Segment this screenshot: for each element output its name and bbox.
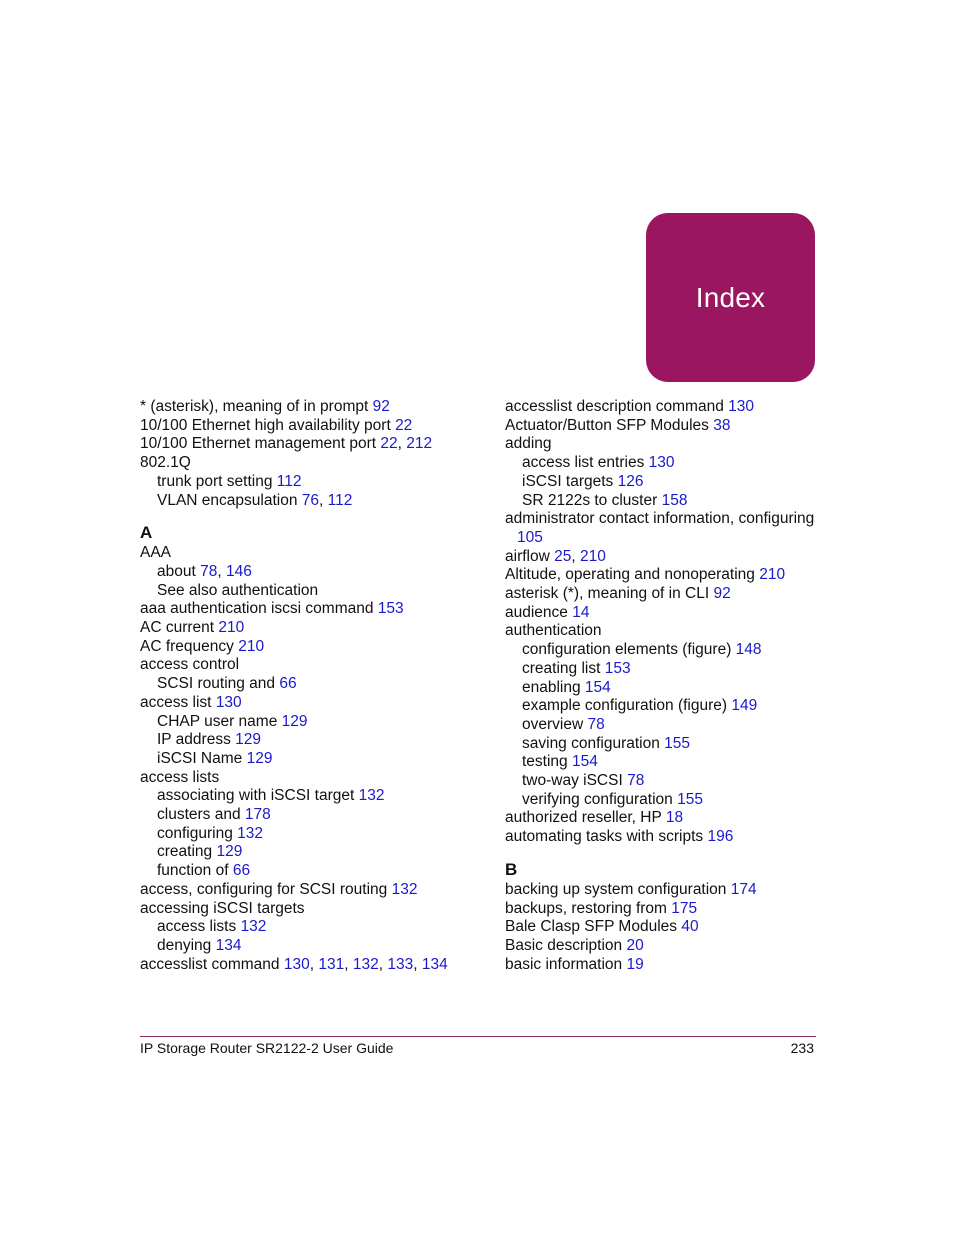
index-column-right [505,398,825,974]
index-entry [505,900,825,919]
index-column-left [140,398,470,974]
index-term: testing [522,753,572,771]
index-term: configuration elements (figure) [522,641,736,659]
index-subentry [505,697,825,716]
index-subentry [140,787,470,806]
index-entry [140,454,470,473]
page-link[interactable]: 155 [664,734,691,752]
index-subentry [505,492,825,511]
index-term: backing up system configuration [505,880,731,898]
index-subentry [140,937,470,956]
index-term: IP address [157,731,236,749]
page-link[interactable]: 66 [279,675,297,693]
index-term: 10/100 Ethernet high availability port [140,416,396,434]
page-link[interactable]: 129 [281,712,308,730]
index-entry [505,398,825,417]
index-subentry [505,679,825,698]
index-entry [505,566,825,585]
page-link[interactable]: 78 [587,715,605,733]
page-link[interactable]: 148 [735,641,762,659]
index-subentry [505,454,825,473]
index-term: authorized reseller, HP [505,809,666,827]
index-term: access, configuring for SCSI routing [140,880,392,898]
index-term: adding [505,435,552,453]
index-subentry [505,473,825,492]
footer-page-number: 233 [790,1040,814,1056]
page-link[interactable]: 155 [677,790,703,808]
page-link[interactable]: 178 [244,806,271,824]
index-subentry [505,716,825,735]
page-link[interactable]: 174 [730,880,757,898]
index-term: 802.1Q [140,454,191,472]
footer-divider [140,1036,816,1037]
page-link[interactable]: 210 [218,619,245,637]
page-link[interactable]: 20 [626,936,644,954]
page-link[interactable]: 132 [237,824,264,842]
index-term: backups, restoring from [505,899,672,917]
index-term: AC current [140,619,219,637]
index-subentry [140,713,470,732]
index-term: access lists [157,918,241,936]
index-term: configuring [157,824,238,842]
page-link[interactable]: 210 [238,637,265,655]
index-entry [505,529,825,548]
index-subentry [140,582,470,601]
index-term: * (asterisk), meaning of in prompt [140,398,373,415]
index-entry [505,622,825,641]
page-link[interactable]: 130 [215,693,242,711]
index-term: Bale Clasp SFP Modules [505,918,682,936]
page-link[interactable]: 130 [728,398,754,415]
index-term: clusters and [157,806,245,824]
index-title-badge [646,213,815,382]
index-term: two-way iSCSI [522,772,628,790]
page-link[interactable]: 212 [406,435,433,453]
index-subentry [140,918,470,937]
page-link[interactable]: 154 [584,678,611,696]
index-entry [140,656,470,675]
page-link[interactable]: 112 [327,491,353,509]
page-link[interactable]: 25 [554,547,572,565]
index-entry [140,694,470,713]
index-subentry [140,675,470,694]
index-term: verifying configuration [522,790,678,808]
index-term: creating list [522,659,605,677]
index-term: administrator contact information, configuring [505,510,815,528]
index-entry [140,544,470,563]
index-entry [505,918,825,937]
index-term: authentication [505,622,602,640]
page-link[interactable]: 132 [358,787,385,805]
page-link[interactable]: 130 [648,454,675,472]
index-entry [140,398,470,417]
index-term: SR 2122s to cluster [522,491,662,509]
page-link[interactable]: 92 [372,398,390,415]
index-term: asterisk (*), meaning of in CLI [505,585,714,603]
index-entry [140,638,470,657]
page-link[interactable]: 134 [421,955,448,973]
index-entry [505,937,825,956]
page-link[interactable]: 132 [352,955,379,973]
page-link[interactable]: 131 [318,955,345,973]
index-term: iSCSI targets [522,472,618,490]
index-term: airflow [505,547,555,565]
index-entry [505,417,825,436]
page-link[interactable]: 92 [713,585,731,603]
index-term: Basic description [505,936,627,954]
index-subentry [140,492,470,511]
index-entry [505,956,825,975]
index-subentry [505,753,825,772]
page-link[interactable]: 38 [713,416,731,434]
index-term: VLAN encapsulation [157,491,302,509]
index-subentry [505,791,825,810]
page-link[interactable]: 132 [391,880,418,898]
index-entry [140,769,470,788]
index-term: access lists [140,768,220,786]
page-link[interactable]: 76 [301,491,320,509]
page-link[interactable]: 210 [579,547,606,565]
page-link[interactable]: 105 [517,528,543,546]
page-separator: , [397,435,407,453]
page-link[interactable]: 134 [215,936,242,954]
page-link[interactable]: 129 [216,843,243,861]
index-term: See also authentication [157,581,319,599]
page-link[interactable]: 153 [604,659,631,677]
index-entry [505,809,825,828]
index-term: associating with iSCSI target [157,787,359,805]
page-link[interactable]: 132 [240,918,267,936]
index-term: SCSI routing and [157,675,280,693]
index-term: accessing iSCSI targets [140,899,305,917]
index-term: Actuator/Button SFP Modules [505,416,714,434]
index-term: aaa authentication iscsi command [140,600,378,618]
page-link[interactable]: 130 [283,955,310,973]
index-entry [505,435,825,454]
page-link[interactable]: 66 [232,862,251,880]
footer-document-title: IP Storage Router SR2122-2 User Guide [140,1040,394,1056]
page-separator: , [571,547,580,565]
index-term: denying [157,936,216,954]
index-entry [140,435,470,454]
index-entry [140,600,470,619]
index-subentry [140,750,470,769]
page-link[interactable]: 78 [200,562,218,580]
index-term: trunk port setting [157,472,277,490]
index-term: 10/100 Ethernet management port [140,435,381,453]
page-link[interactable]: 149 [731,697,758,715]
index-subentry [140,731,470,750]
index-term: creating [157,843,217,861]
index-term: accesslist command [140,955,284,973]
index-term: example configuration (figure) [522,697,732,715]
index-term: about [157,562,201,580]
index-subentry [505,660,825,679]
index-term: AAA [140,544,172,562]
index-term: AC frequency [140,637,239,655]
index-term: accesslist description command [505,398,729,415]
page-link[interactable]: 158 [661,491,688,509]
page-link[interactable]: 22 [380,435,398,453]
page-link[interactable]: 129 [246,749,273,767]
page-link[interactable]: 126 [617,472,644,490]
page-separator: , [413,955,422,973]
page-link[interactable]: 146 [225,562,252,580]
index-term: access control [140,656,240,674]
page-separator: , [344,955,353,973]
page-link[interactable]: 175 [671,899,698,917]
page-link[interactable]: 133 [387,955,414,973]
index-subentry [505,641,825,660]
index-entry [505,604,825,623]
page-link[interactable]: 210 [759,566,786,584]
index-term: function of [157,862,233,880]
index-entry [505,548,825,567]
index-term: basic information [505,955,627,973]
page-link[interactable]: 78 [627,772,645,790]
index-entry [505,510,825,529]
index-section-letter: A [140,523,153,543]
index-term: enabling [522,678,585,696]
index-term: overview [522,715,588,733]
page-link[interactable]: 153 [377,600,404,618]
page-link[interactable]: 196 [707,828,734,846]
index-title: Index [695,281,766,313]
index-entry [505,828,825,847]
page-link[interactable]: 18 [665,809,684,827]
index-term: access list entries [522,454,649,472]
page-separator: , [309,955,319,973]
index-term: automating tasks with scripts [505,828,708,846]
index-entry [140,956,470,975]
page-link[interactable]: 40 [681,918,699,936]
index-term: access list [140,693,216,711]
index-section-letter: B [505,859,518,879]
page-link[interactable]: 14 [572,603,590,621]
page-link[interactable]: 19 [626,955,644,973]
index-subentry [505,735,825,754]
index-term: CHAP user name [157,712,282,730]
page-separator: , [378,955,388,973]
index-subentry [140,563,470,582]
page-link[interactable]: 154 [571,753,598,771]
page-link[interactable]: 112 [276,472,302,490]
index-subentry [140,825,470,844]
page-separator: , [319,491,328,509]
index-entry [140,900,470,919]
page-link[interactable]: 129 [235,731,261,749]
page-link[interactable]: 22 [395,416,413,434]
index-entry [505,585,825,604]
index-subentry [505,772,825,791]
index-subentry [140,843,470,862]
index-entry [140,619,470,638]
index-entry [140,881,470,900]
index-subentry [140,806,470,825]
index-entry [140,417,470,436]
index-term: saving configuration [522,734,665,752]
index-subentry [140,473,470,492]
page-separator: , [217,562,226,580]
index-subentry [140,862,470,881]
index-term: audience [505,603,573,621]
index-term: iSCSI Name [157,749,247,767]
index-entry [505,881,825,900]
index-term: Altitude, operating and nonoperating [505,566,760,584]
